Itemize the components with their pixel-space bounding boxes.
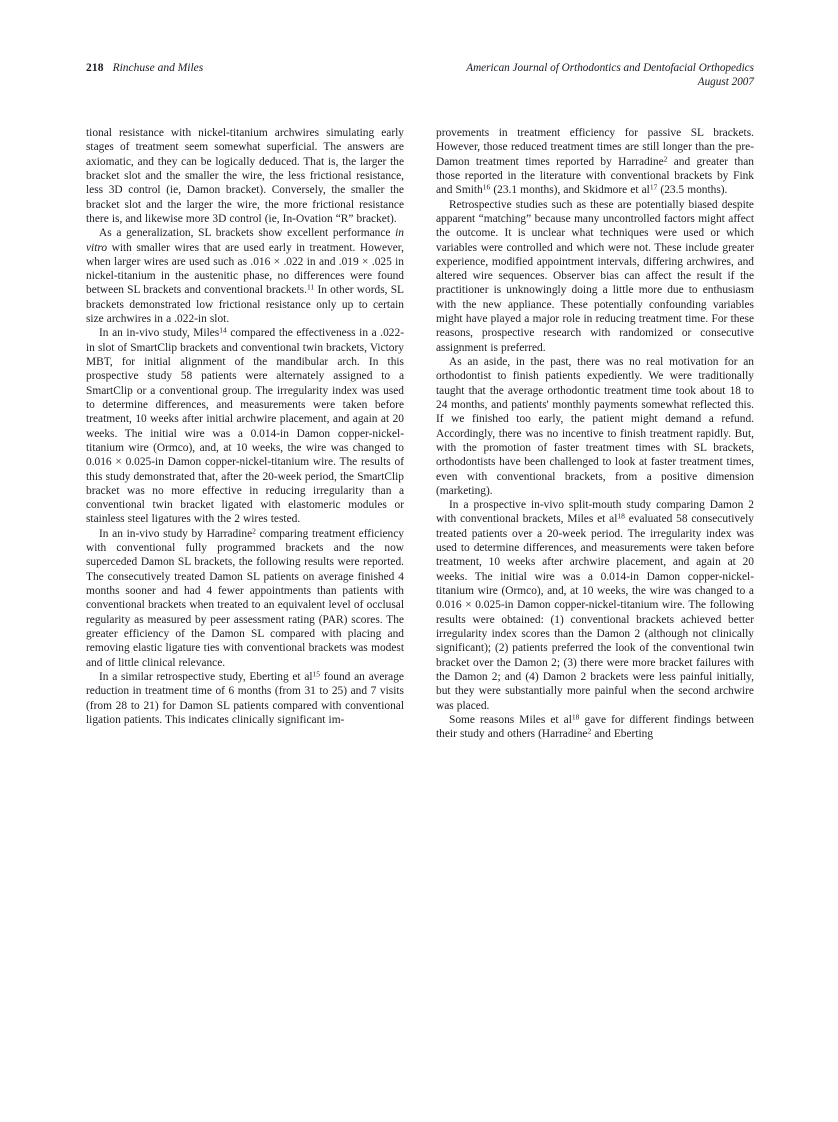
paragraph-text: Some reasons Miles et al [449, 713, 572, 726]
paragraph-p9 [436, 498, 754, 713]
paragraph-text: As a generalization, SL brackets show excellent performance [99, 227, 396, 240]
reference-superscript: 17 [649, 182, 658, 192]
paragraph-text: In an in-vivo study by Harradine [99, 527, 253, 540]
paragraph-text: tional resistance with nickel-titanium archwires simulating early stages of treatment seem somewhat superficial. The answers are axiomatic, and they can be logically deduced. That is, the larger the bracket slot and the smaller the wire, the less frictional resistance, less 3D control (ie, Damon bracket). Conversely, the smaller the bracket slot and the larger the wire, the more frictional resistance there is, and likewise more 3D control (ie, In-Ovation “R” bracket). [86, 127, 404, 225]
paragraph-text: In other words, SL brackets demonstrated low frictional resistance only up to certain size archwires in a .022-in slot. [86, 284, 404, 326]
issue-date: August 2007 [697, 76, 754, 89]
paragraph-p7 [436, 198, 754, 355]
page-number: 218 [86, 62, 104, 74]
paragraph-text: found an average reduction in treatment time of 6 months (from 31 to 25) and 7 visits (from 28 to 21) for Damon SL patients compared with conventional ligation patients. This indicates clinically significant im- [86, 670, 404, 726]
paragraph-p8 [436, 355, 754, 498]
paragraph-text: and greater than those reported in the literature with conventional brackets by Fink and Smith [436, 155, 754, 197]
paragraph-text: As an aside, in the past, there was no real motivation for an orthodontist to finish patients expediently. We were traditionally taught that the average orthodontic treatment time took about 18 to 24 months, and patients' monthly payments somewhat reflected this. If we finished too early, the patient might demand a refund. Accordingly, there was no incentive to finish treatment rapidly. But, with the promotion of faster treatment times with SL brackets, orthodontists have been challenged to look at faster treatment times, even with conventional brackets, from a positive dimension (marketing). [436, 356, 754, 497]
paragraph-text: In a similar retrospective study, Eberting et al [99, 670, 313, 683]
paragraph-p1 [86, 126, 404, 226]
paragraph-text: (23.1 months), and Skidmore et al [490, 184, 650, 197]
reference-superscript: 18 [617, 512, 625, 522]
paragraph-text: comparing treatment efficiency with conventional fully programmed brackets and the now superceded Damon SL brackets, the following results were reported. The consecutively treated Damon SL patients on average finished 4 months sooner and had 4 fewer appointments than patients with conventional brackets when treated to an equivalent level of occlusal regularity as measured by peer assessment rating (PAR) scores. The greater efficiency of the Damon SL compared with placing and removing elastic ligature ties with conventional brackets was modest and of little clinical relevance. [86, 527, 404, 669]
paragraph-text: with smaller wires that are used early in treatment. However, when larger wires are used such as .016 × .022 in and .019 × .025 in nickel-titanium in the austenitic phase, no differences were found between SL brackets and conventional brackets. [86, 241, 404, 297]
paragraph-p4 [86, 527, 404, 670]
reference-superscript: 14 [219, 326, 227, 335]
paragraph-text: evaluated 58 consecutively treated patients over a 20-week period. The irregularity index was used to determine differences, and measurements were taken before treatment, 10 weeks after archwire placement, and again at 20 weeks. The initial wire was a 0.014-in Damon copper-nickel-titanium wire (Ormco), and, at 10 weeks, the wire was changed to a 0.016 × 0.025-in Damon copper-nickel-titanium wire. The following results were obtained: (1) conventional brackets achieved better irregularity index scores than the Damon 2 (although not clinically significant); (2) patients preferred the look of the conventional twin bracket over the Damon 2; (3) there were more bracket failures with the Damon 2; and (4) Damon 2 brackets were less painful initially, but they were substantially more painful when the second archwire was placed. [436, 513, 754, 712]
reference-superscript: 2 [587, 726, 592, 736]
paragraph-text: and Eberting [591, 728, 654, 741]
running-head-authors: Rinchuse and Miles [112, 62, 204, 74]
paragraph-p10 [436, 713, 754, 742]
running-head-right [466, 61, 754, 90]
reference-superscript: 18 [571, 712, 580, 722]
italic-phrase: in vitro [86, 227, 404, 254]
paragraph-text: compared the effectiveness in a .022-in slot of SmartClip brackets and conventional twin brackets, Victory MBT, for initial alignment of the mandibular arch. In this prospective study 58 patients were alternately assigned to a SmartClip or a conventional group. The irregularity index was used to determine differences, and measurements were taken before treatment, 10 weeks after initial archwire placement, and again at 20 weeks. The initial wire was a 0.014-in Damon copper-nickel-titanium wire (Ormco), and, at 10 weeks, the wire was changed to 0.016 × 0.025-in Damon copper-nickel-titanium wire. The results of this study demonstrated that, after the 20-week period, the SmartClip bracket was no more effective in reducing irregularity than a conventional twin bracket ligated with elastomeric modules or stainless steel ligatures with the 2 wires tested. [86, 327, 404, 526]
reference-superscript: 15 [312, 669, 321, 679]
running-head [86, 61, 754, 90]
reference-superscript: 2 [663, 154, 668, 164]
journal-name: American Journal of Orthodontics and Dentofacial Orthopedics [466, 62, 754, 74]
paragraph-text: (23.5 months). [657, 184, 728, 197]
reference-superscript: 2 [252, 526, 256, 536]
paragraph-p5 [86, 670, 404, 727]
paragraph-text: In an in-vivo study, Miles [99, 327, 220, 340]
reference-superscript: 16 [482, 182, 491, 192]
paragraph-text: provements in treatment efficiency for passive SL brackets. However, those reduced treatment times are still longer than the pre-Damon treatment times reported by Harradine [436, 127, 754, 168]
left-column [86, 126, 404, 727]
right-column [436, 126, 754, 741]
paragraph-p2 [86, 226, 404, 326]
paragraph-text: gave for different findings between their study and others (Harradine [436, 713, 755, 741]
paragraph-p3 [86, 326, 404, 526]
paragraph-text: In a prospective in-vivo split-mouth study comparing Damon 2 with conventional brackets, Miles et al [436, 499, 754, 526]
paragraph-p6 [436, 126, 754, 198]
reference-superscript: 11 [306, 283, 315, 293]
running-head-left [86, 61, 203, 75]
paragraph-text: Retrospective studies such as these are potentially biased despite apparent “matching” because many uncontrolled factors might affect the outcome. It is unclear what techniques were used or which variables were controlled and which were not. These include greater experience, modified appointment intervals, differing archwires, and altered wire sequences. Observer bias can affect the result if the practitioner is unknowingly doing a little more due to enthusiasm with the new appliance. These potentially confounding variables might have played a major role in reducing treatment time. For these reasons, prospective research with randomized or consecutive assignment is preferred. [436, 198, 754, 354]
